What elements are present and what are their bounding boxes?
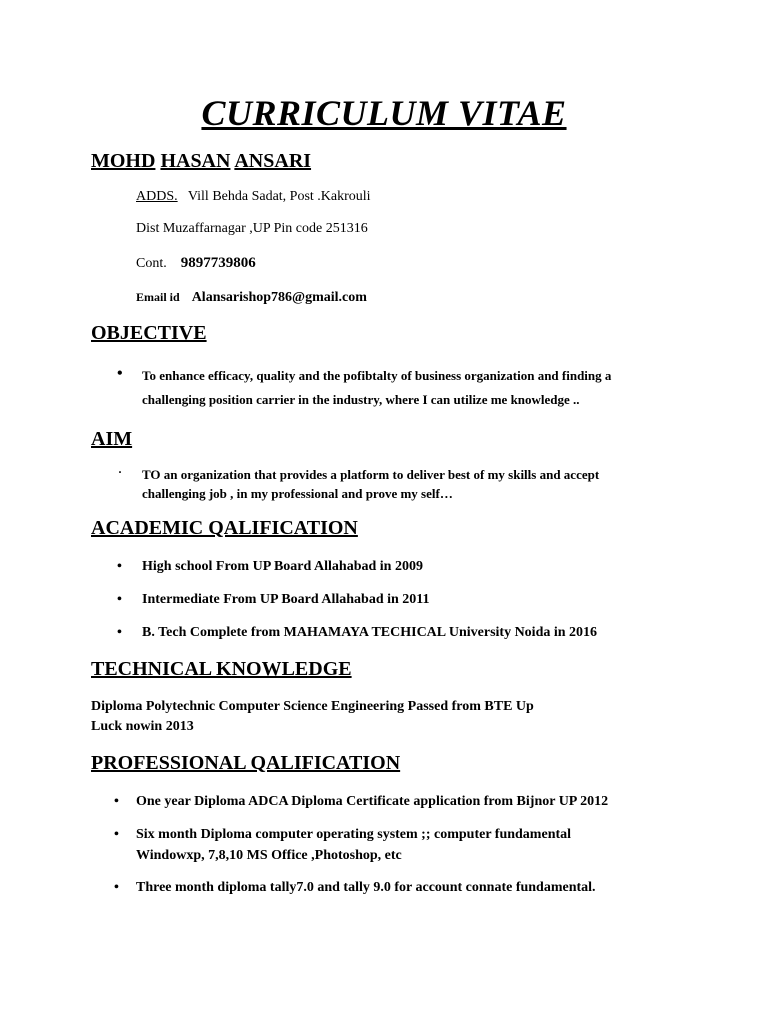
applicant-name <box>91 150 311 173</box>
academic-bullet-2: • <box>117 592 122 607</box>
district-line: Dist Muzaffarnagar ,UP Pin code 251316 <box>136 221 368 236</box>
phone-number: 9897739806 <box>180 255 256 271</box>
academic-item-2: Intermediate From UP Board Allahabad in 2011 <box>142 592 430 607</box>
professional-item-2-line-2: Windowxp, 7,8,10 MS Office ,Photoshop, etc <box>136 848 402 863</box>
academic-bullet-1: • <box>117 559 122 574</box>
aim-heading: AIM <box>91 428 133 450</box>
email-label: Email id <box>136 290 180 304</box>
academic-item-3: B. Tech Complete from MAHAMAYA TECHICAL University Noida in 2016 <box>142 625 598 640</box>
objective-line-1: To enhance efficacy, quality and the pofibtalty of business organization and finding a <box>142 368 612 383</box>
email-value: Alansarishop786@gmail.com <box>191 290 367 305</box>
technical-line-2: Luck nowin 2013 <box>91 719 194 734</box>
technical-heading: TECHNICAL KNOWLEDGE <box>91 658 352 680</box>
document-title: CURRICULUM VITAE <box>201 93 567 133</box>
professional-bullet-2: • <box>114 827 119 842</box>
academic-heading: ACADEMIC QALIFICATION <box>91 517 358 539</box>
professional-heading: PROFESSIONAL QALIFICATION <box>91 752 401 774</box>
name-last: ANSARI <box>234 150 312 172</box>
cont-label: Cont. <box>136 256 167 271</box>
technical-line-1: Diploma Polytechnic Computer Science Engineering Passed from BTE Up <box>91 699 534 714</box>
name-middle: HASAN <box>160 150 231 172</box>
professional-item-3: Three month diploma tally7.0 and tally 9.0 for account connate fundamental. <box>136 880 596 895</box>
aim-line-1: TO an organization that provides a platform to deliver best of my skills and accept <box>142 467 600 482</box>
professional-item-1: One year Diploma ADCA Diploma Certificate application from Bijnor UP 2012 <box>136 794 609 809</box>
adds-label: ADDS. <box>136 189 178 204</box>
professional-bullet-1: • <box>114 794 119 809</box>
objective-bullet: • <box>117 365 123 382</box>
professional-bullet-3: • <box>114 880 119 895</box>
aim-line-2: challenging job , in my professional and prove my self… <box>142 486 453 501</box>
email-line <box>136 288 367 306</box>
academic-item-1: High school From UP Board Allahabad in 2009 <box>142 559 423 574</box>
professional-item-2-line-1: Six month Diploma computer operating system ;; computer fundamental <box>136 827 572 842</box>
academic-bullet-3: • <box>117 625 122 640</box>
adds-value: Vill Behda Sadat, Post .Kakrouli <box>187 189 371 204</box>
name-first: MOHD <box>91 150 156 172</box>
objective-line-2: challenging position carrier in the industry, where I can utilize me knowledge .. <box>142 392 580 407</box>
aim-bullet: · <box>118 465 123 479</box>
objective-heading: OBJECTIVE <box>91 322 207 344</box>
address-line <box>136 189 371 205</box>
contact-line <box>136 255 256 272</box>
